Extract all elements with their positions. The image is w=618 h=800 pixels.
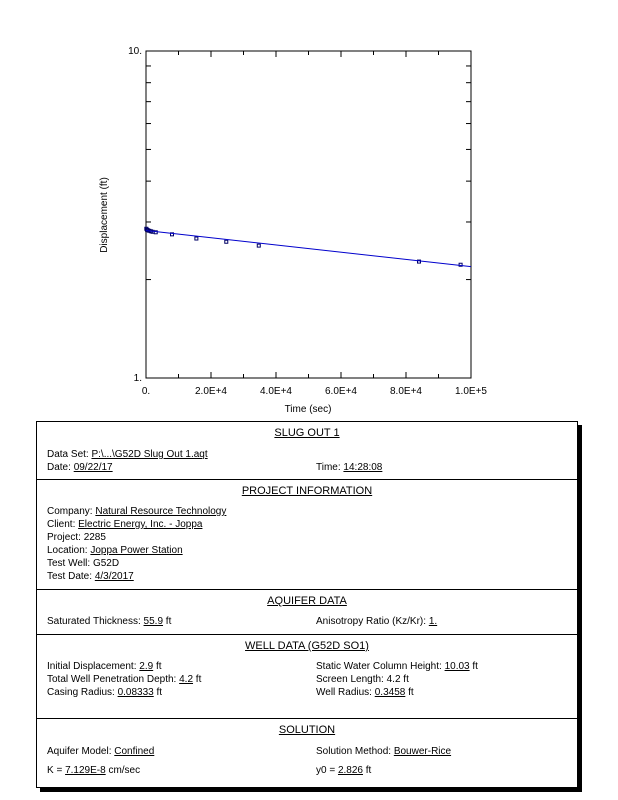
solution-method-row	[316, 746, 451, 757]
well-radius-row	[316, 687, 414, 698]
test-well-label: Test Well:	[47, 558, 93, 569]
saturated-thickness-unit: ft	[163, 616, 172, 627]
saturated-thickness-row	[47, 616, 171, 627]
y-tick-label: 1.	[133, 373, 142, 384]
series-layer	[145, 227, 471, 266]
k-unit: cm/sec	[105, 765, 141, 776]
well-radius-label: Well Radius:	[316, 687, 375, 698]
project-value: 2285	[83, 532, 106, 543]
client-value: Electric Energy, Inc. - Joppa	[78, 519, 203, 530]
x-tick-label: 4.0E+4	[260, 386, 292, 397]
location-value: Joppa Power Station	[90, 545, 183, 556]
data-set-value: P:\...\G52D Slug Out 1.aqt	[91, 449, 208, 460]
penetration-depth-unit: ft	[193, 674, 202, 685]
penetration-depth-label: Total Well Penetration Depth:	[47, 674, 180, 685]
company-row	[47, 506, 226, 517]
time-value: 14:28:08	[343, 462, 383, 473]
static-water-value: 10.03	[444, 661, 470, 672]
company-value: Natural Resource Technology	[95, 506, 227, 517]
saturated-thickness-value: 55.9	[143, 616, 164, 627]
section-solution	[37, 719, 577, 787]
static-water-unit: ft	[469, 661, 478, 672]
date-value: 09/22/17	[73, 462, 113, 473]
penetration-depth-value: 4.2	[179, 674, 194, 685]
data-point	[257, 244, 260, 247]
y-axis-label: Displacement (ft)	[99, 177, 110, 253]
x-tick-label: 0.	[141, 386, 151, 397]
plot-frame	[146, 51, 471, 378]
section-slug-out	[37, 422, 577, 480]
casing-radius-unit: ft	[153, 687, 163, 698]
location-row	[47, 545, 183, 556]
y-axis-ticks	[128, 46, 471, 384]
x-tick-label: 8.0E+4	[390, 386, 422, 397]
initial-displacement-value: 2.9	[139, 661, 154, 672]
x-tick-label: 6.0E+4	[325, 386, 357, 397]
anisotropy-value: 1.	[428, 616, 438, 627]
section-title: PROJECT INFORMATION	[241, 485, 373, 497]
y-tick-label: 10.	[128, 46, 142, 57]
aquifer-model-label: Aquifer Model:	[47, 746, 115, 757]
time-label: Time:	[316, 462, 344, 473]
x-axis-ticks	[142, 51, 488, 397]
location-label: Location:	[47, 545, 91, 556]
time-row	[316, 462, 382, 473]
project-row	[47, 532, 106, 543]
anisotropy-row	[316, 616, 437, 627]
test-date-value: 4/3/2017	[94, 571, 134, 582]
aquifer-model-value: Confined	[114, 746, 155, 757]
client-label: Client:	[47, 519, 79, 530]
y0-value: 2.826	[337, 765, 363, 776]
date-label: Date:	[47, 462, 74, 473]
saturated-thickness-label: Saturated Thickness:	[47, 616, 144, 627]
k-label: K =	[47, 765, 66, 776]
aquifer-model-row	[47, 746, 154, 757]
test-well-row	[47, 558, 119, 569]
well-radius-value: 0.3458	[374, 687, 406, 698]
section-project-info	[37, 480, 577, 590]
section-well-data	[37, 635, 577, 719]
casing-radius-value: 0.08333	[117, 687, 154, 698]
client-row	[47, 519, 202, 530]
k-value: 7.129E-8	[65, 765, 106, 776]
static-water-label: Static Water Column Height:	[316, 661, 445, 672]
initial-displacement-label: Initial Displacement:	[47, 661, 140, 672]
data-point	[195, 237, 198, 240]
screen-length-row	[316, 674, 409, 685]
section-title: SOLUTION	[278, 724, 336, 736]
solution-method-value: Bouwer-Rice	[393, 746, 452, 757]
penetration-depth-row	[47, 674, 201, 685]
x-tick-label: 2.0E+4	[195, 386, 227, 397]
casing-radius-label: Casing Radius:	[47, 687, 118, 698]
test-date-row	[47, 571, 134, 582]
y0-label: y0 =	[316, 765, 338, 776]
fit-line	[146, 230, 471, 266]
section-title: SLUG OUT 1	[274, 427, 340, 439]
screen-length-label: Screen Length:	[316, 674, 387, 685]
solution-method-label: Solution Method:	[316, 746, 394, 757]
static-water-row	[316, 661, 478, 672]
k-row	[47, 765, 140, 776]
section-title: WELL DATA (G52D SO1)	[245, 640, 369, 652]
casing-radius-row	[47, 687, 162, 698]
project-label: Project:	[47, 532, 84, 543]
initial-displacement-row	[47, 661, 162, 672]
report-panel	[36, 421, 578, 788]
x-axis-label: Time (sec)	[284, 404, 332, 415]
y0-unit: ft	[363, 765, 372, 776]
section-title: AQUIFER DATA	[267, 595, 347, 607]
anisotropy-label: Anisotropy Ratio (Kz/Kr):	[316, 616, 429, 627]
test-well-value: G52D	[92, 558, 120, 569]
data-point	[225, 240, 228, 243]
data-set-label: Data Set:	[47, 449, 92, 460]
company-label: Company:	[47, 506, 96, 517]
data-set-row	[47, 449, 208, 460]
initial-displacement-unit: ft	[153, 661, 162, 672]
section-aquifer-data	[37, 590, 577, 635]
screen-length-value: 4.2	[386, 674, 401, 685]
date-row	[47, 462, 113, 473]
well-radius-unit: ft	[405, 687, 414, 698]
test-date-label: Test Date:	[47, 571, 95, 582]
x-tick-label: 1.0E+5	[455, 386, 487, 397]
screen-length-unit: ft	[400, 674, 409, 685]
y0-row	[316, 765, 371, 776]
